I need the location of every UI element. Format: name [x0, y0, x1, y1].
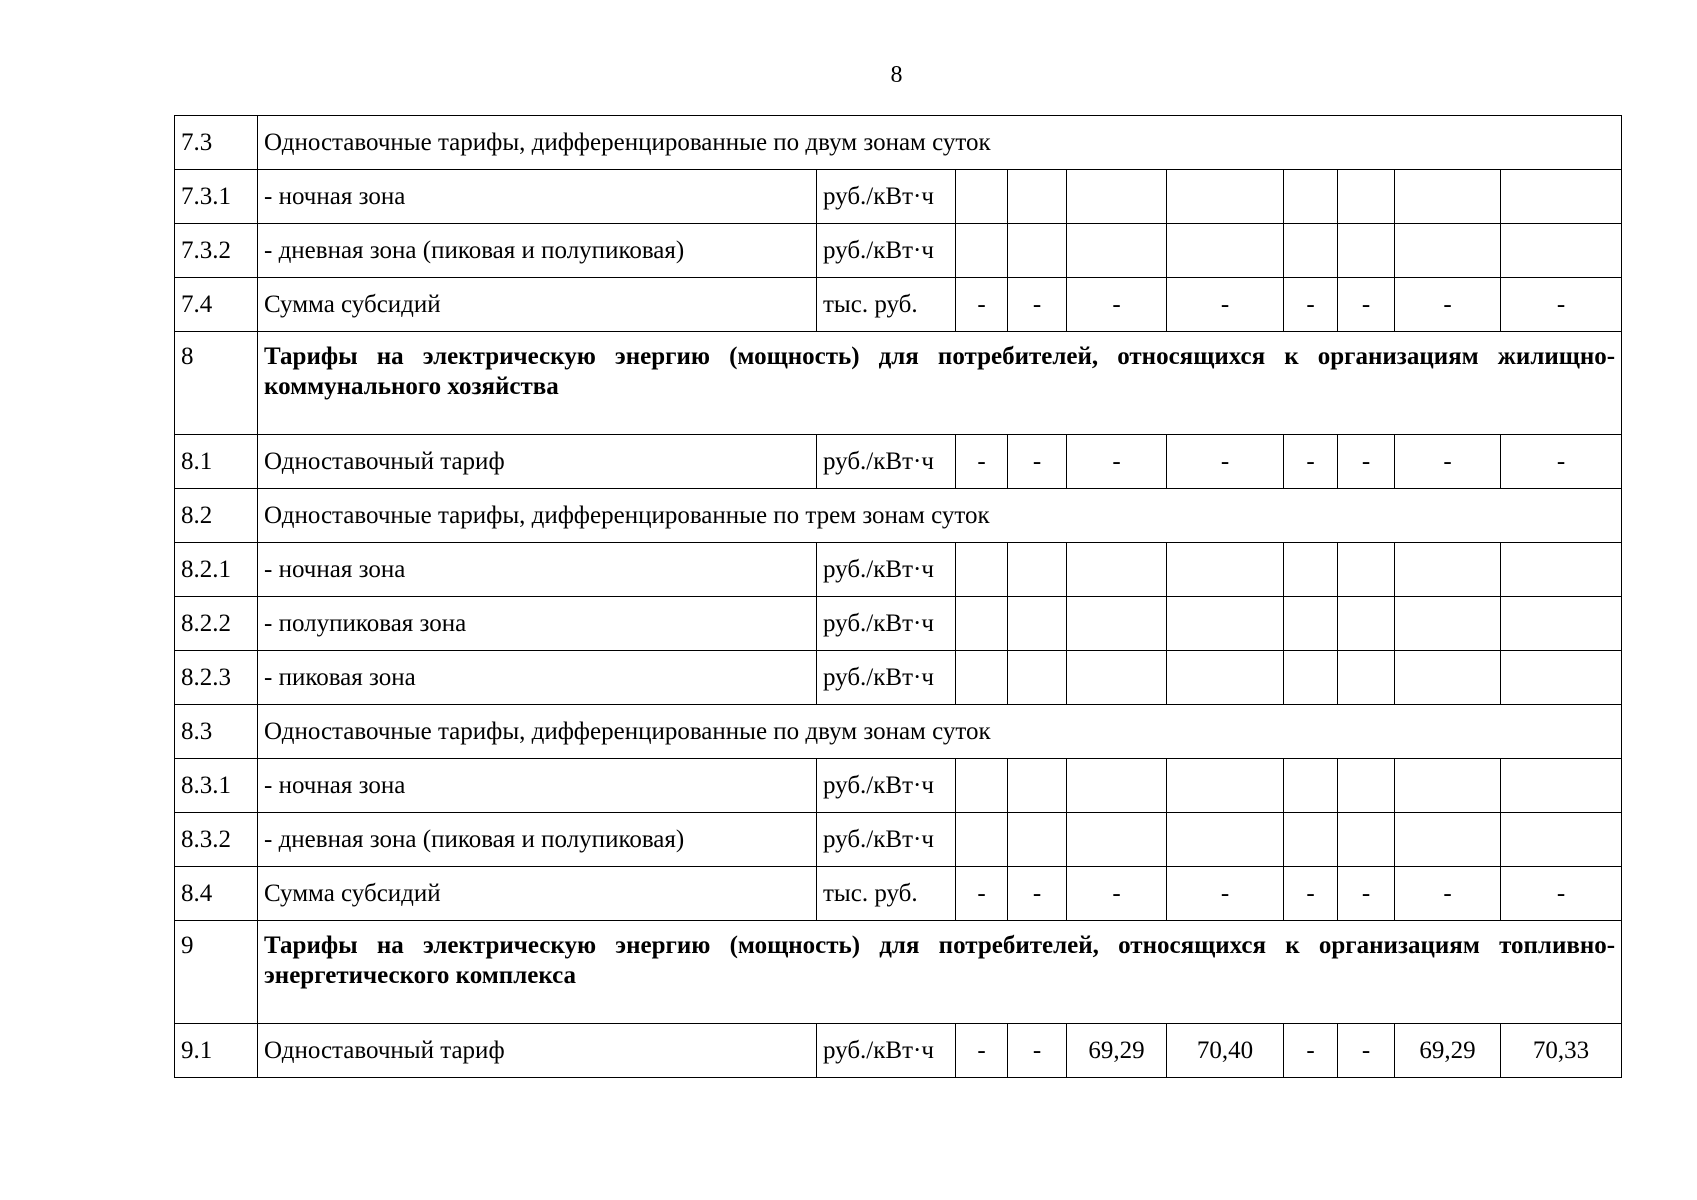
- value-cell: [1067, 170, 1167, 224]
- value-cell: [1284, 597, 1338, 651]
- table-row: [175, 543, 1622, 597]
- row-number: 8.2.1: [175, 543, 258, 597]
- value-cell: [1067, 597, 1167, 651]
- table-body: [175, 116, 1622, 1078]
- table-row: [175, 813, 1622, 867]
- value-cell: [956, 597, 1008, 651]
- value-cell: [1395, 543, 1501, 597]
- value-cell: [1008, 813, 1067, 867]
- row-unit: руб./кВт·ч: [817, 759, 956, 813]
- row-label: - дневная зона (пиковая и полупиковая): [258, 813, 817, 867]
- value-cell: [1284, 224, 1338, 278]
- row-unit: тыс. руб.: [817, 867, 956, 921]
- value-cell: [1284, 759, 1338, 813]
- value-cell: [956, 651, 1008, 705]
- value-cell: [1284, 170, 1338, 224]
- value-cell: 69,29: [1067, 1024, 1167, 1078]
- value-cell: [1338, 651, 1395, 705]
- value-cell: [956, 543, 1008, 597]
- value-cell: -: [1338, 867, 1395, 921]
- value-cell: -: [1008, 435, 1067, 489]
- value-cell: [1008, 170, 1067, 224]
- table-row: [175, 435, 1622, 489]
- value-cell: [1395, 597, 1501, 651]
- value-cell: [1167, 759, 1284, 813]
- value-cell: [1167, 224, 1284, 278]
- value-cell: -: [1501, 435, 1622, 489]
- subsection-title: Одноставочные тарифы, дифференцированные по двум зонам суток: [258, 116, 1622, 170]
- value-cell: 70,40: [1167, 1024, 1284, 1078]
- value-cell: -: [1067, 435, 1167, 489]
- value-cell: [1501, 224, 1622, 278]
- value-cell: [1501, 170, 1622, 224]
- value-cell: -: [1284, 867, 1338, 921]
- value-cell: -: [956, 1024, 1008, 1078]
- value-cell: -: [1284, 278, 1338, 332]
- value-cell: -: [1284, 435, 1338, 489]
- value-cell: [1338, 170, 1395, 224]
- value-cell: [1395, 759, 1501, 813]
- value-cell: [1284, 813, 1338, 867]
- row-label: - полупиковая зона: [258, 597, 817, 651]
- value-cell: -: [1501, 278, 1622, 332]
- row-label: - дневная зона (пиковая и полупиковая): [258, 224, 817, 278]
- row-number: 8.2: [175, 489, 258, 543]
- value-cell: [1067, 759, 1167, 813]
- row-number: 8.3.2: [175, 813, 258, 867]
- row-unit: тыс. руб.: [817, 278, 956, 332]
- row-number: 8.2.3: [175, 651, 258, 705]
- value-cell: [1008, 224, 1067, 278]
- value-cell: -: [956, 867, 1008, 921]
- value-cell: [1284, 543, 1338, 597]
- row-label: Сумма субсидий: [258, 867, 817, 921]
- value-cell: -: [1338, 1024, 1395, 1078]
- value-cell: -: [956, 435, 1008, 489]
- value-cell: -: [1008, 867, 1067, 921]
- table-row: [175, 224, 1622, 278]
- row-number: 8.2.2: [175, 597, 258, 651]
- subsection-title: Одноставочные тарифы, дифференцированные по трем зонам суток: [258, 489, 1622, 543]
- row-unit: руб./кВт·ч: [817, 435, 956, 489]
- value-cell: [1167, 813, 1284, 867]
- row-unit: руб./кВт·ч: [817, 597, 956, 651]
- value-cell: [1167, 543, 1284, 597]
- table-row: [175, 867, 1622, 921]
- value-cell: [1067, 543, 1167, 597]
- row-label: - ночная зона: [258, 759, 817, 813]
- value-cell: [1501, 543, 1622, 597]
- value-cell: [1067, 224, 1167, 278]
- table-row: [175, 597, 1622, 651]
- value-cell: [1338, 759, 1395, 813]
- value-cell: 69,29: [1395, 1024, 1501, 1078]
- value-cell: [1008, 759, 1067, 813]
- value-cell: -: [1008, 278, 1067, 332]
- row-label: Одноставочный тариф: [258, 1024, 817, 1078]
- value-cell: [1338, 224, 1395, 278]
- value-cell: [1284, 651, 1338, 705]
- row-number: 8.3: [175, 705, 258, 759]
- row-unit: руб./кВт·ч: [817, 170, 956, 224]
- value-cell: -: [1167, 435, 1284, 489]
- table-row: [175, 170, 1622, 224]
- row-label: Сумма субсидий: [258, 278, 817, 332]
- value-cell: [1167, 597, 1284, 651]
- value-cell: [1501, 651, 1622, 705]
- table-row: [175, 1024, 1622, 1078]
- row-label: - ночная зона: [258, 543, 817, 597]
- row-number: 7.3.1: [175, 170, 258, 224]
- value-cell: [1008, 651, 1067, 705]
- value-cell: [1008, 597, 1067, 651]
- row-number: 7.3.2: [175, 224, 258, 278]
- value-cell: -: [1008, 1024, 1067, 1078]
- value-cell: [956, 224, 1008, 278]
- subsection-title: Одноставочные тарифы, дифференцированные по двум зонам суток: [258, 705, 1622, 759]
- value-cell: [1501, 813, 1622, 867]
- page-number: 8: [890, 62, 903, 88]
- tariff-table: [174, 115, 1622, 1078]
- table-row: [175, 651, 1622, 705]
- row-number: 7.4: [175, 278, 258, 332]
- row-number: 8: [175, 332, 258, 435]
- value-cell: -: [1167, 278, 1284, 332]
- value-cell: [1501, 759, 1622, 813]
- row-unit: руб./кВт·ч: [817, 651, 956, 705]
- value-cell: -: [1067, 867, 1167, 921]
- row-label: Одноставочный тариф: [258, 435, 817, 489]
- value-cell: -: [1338, 435, 1395, 489]
- value-cell: [1338, 543, 1395, 597]
- row-unit: руб./кВт·ч: [817, 543, 956, 597]
- value-cell: [1395, 651, 1501, 705]
- row-number: 8.4: [175, 867, 258, 921]
- row-number: 9.1: [175, 1024, 258, 1078]
- table-row: [175, 278, 1622, 332]
- table-row: [175, 705, 1622, 759]
- row-number: 9: [175, 921, 258, 1024]
- value-cell: [1067, 651, 1167, 705]
- value-cell: [956, 759, 1008, 813]
- row-number: 7.3: [175, 116, 258, 170]
- value-cell: [1395, 813, 1501, 867]
- row-number: 8.3.1: [175, 759, 258, 813]
- value-cell: -: [1167, 867, 1284, 921]
- value-cell: -: [956, 278, 1008, 332]
- table-row: [175, 759, 1622, 813]
- value-cell: [956, 170, 1008, 224]
- value-cell: -: [1395, 435, 1501, 489]
- table-row: [175, 116, 1622, 170]
- value-cell: -: [1395, 867, 1501, 921]
- section-heading: Тарифы на электрическую энергию (мощность) для потребителей, относящихся к организациям топливно-энергетического комплекса: [258, 921, 1622, 1024]
- value-cell: 70,33: [1501, 1024, 1622, 1078]
- section-heading: Тарифы на электрическую энергию (мощность) для потребителей, относящихся к организациям жилищно-коммунального хозяйства: [258, 332, 1622, 435]
- value-cell: [1167, 651, 1284, 705]
- value-cell: -: [1501, 867, 1622, 921]
- value-cell: -: [1395, 278, 1501, 332]
- row-number: 8.1: [175, 435, 258, 489]
- table-row: [175, 332, 1622, 435]
- table-row: [175, 921, 1622, 1024]
- value-cell: [1395, 170, 1501, 224]
- value-cell: -: [1284, 1024, 1338, 1078]
- row-label: - пиковая зона: [258, 651, 817, 705]
- value-cell: [1008, 543, 1067, 597]
- row-label: - ночная зона: [258, 170, 817, 224]
- value-cell: [1395, 224, 1501, 278]
- value-cell: [1167, 170, 1284, 224]
- value-cell: [1501, 597, 1622, 651]
- row-unit: руб./кВт·ч: [817, 813, 956, 867]
- value-cell: [1338, 813, 1395, 867]
- value-cell: [1067, 813, 1167, 867]
- value-cell: [956, 813, 1008, 867]
- value-cell: [1338, 597, 1395, 651]
- value-cell: -: [1338, 278, 1395, 332]
- value-cell: -: [1067, 278, 1167, 332]
- table-row: [175, 489, 1622, 543]
- row-unit: руб./кВт·ч: [817, 224, 956, 278]
- row-unit: руб./кВт·ч: [817, 1024, 956, 1078]
